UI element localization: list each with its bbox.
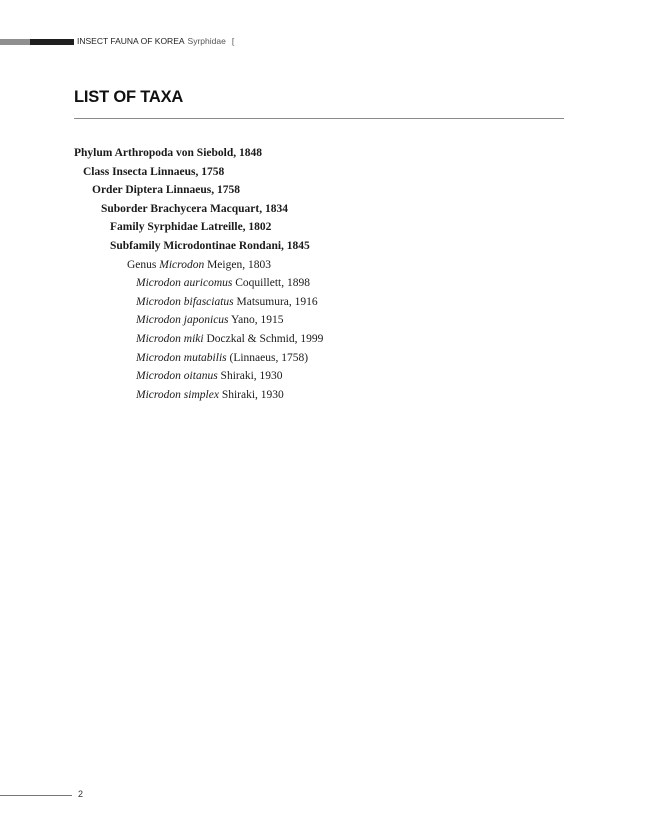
species-name: Microdon japonicus <box>136 314 229 327</box>
taxon-class: Class Insecta Linnaeus, 1758 <box>83 165 225 178</box>
title-divider <box>74 118 564 119</box>
running-header-title: INSECT FAUNA OF KOREA <box>77 36 185 46</box>
footer-rule <box>0 795 72 796</box>
running-header-bracket: [ <box>231 36 235 46</box>
taxon-species <box>74 367 323 386</box>
taxa-list <box>74 144 323 404</box>
species-name: Microdon bifasciatus <box>136 295 234 308</box>
taxon-species <box>74 330 323 349</box>
species-author: Shiraki, 1930 <box>217 370 283 383</box>
header-accent-bar-dark <box>30 39 74 45</box>
section-title: LIST OF TAXA <box>74 88 184 106</box>
taxon-species <box>74 274 323 293</box>
species-name: Microdon mutabilis <box>136 351 227 364</box>
genus-author: Meigen, 1803 <box>204 258 271 271</box>
taxon-species <box>74 293 323 312</box>
genus-rank-label: Genus <box>127 258 160 271</box>
header-accent-bar-gray <box>0 39 30 45</box>
species-author: Matsumura, 1916 <box>233 295 318 308</box>
species-name: Microdon miki <box>136 332 204 345</box>
page-number: 2 <box>78 789 84 799</box>
species-author: Yano, 1915 <box>228 314 284 327</box>
species-name: Microdon simplex <box>136 388 219 401</box>
taxon-family: Family Syrphidae Latreille, 1802 <box>110 221 272 234</box>
taxon-species <box>74 311 323 330</box>
running-header-subtitle: Syrphidae <box>187 36 226 46</box>
species-author: Shiraki, 1930 <box>218 388 284 401</box>
taxon-suborder: Suborder Brachycera Macquart, 1834 <box>101 202 288 215</box>
species-author: Doczkal & Schmid, 1999 <box>203 332 324 345</box>
running-header <box>77 36 234 46</box>
species-author: (Linnaeus, 1758) <box>226 351 309 364</box>
taxon-subfamily: Subfamily Microdontinae Rondani, 1845 <box>110 239 310 252</box>
species-author: Coquillett, 1898 <box>232 277 310 290</box>
taxon-species <box>74 386 323 405</box>
taxon-phylum: Phylum Arthropoda von Siebold, 1848 <box>74 147 262 159</box>
species-name: Microdon auricomus <box>136 277 233 290</box>
genus-name: Microdon <box>159 258 205 271</box>
taxon-genus <box>74 256 323 275</box>
taxon-species <box>74 349 323 368</box>
taxon-order: Order Diptera Linnaeus, 1758 <box>92 184 241 197</box>
species-name: Microdon oitanus <box>136 370 218 383</box>
